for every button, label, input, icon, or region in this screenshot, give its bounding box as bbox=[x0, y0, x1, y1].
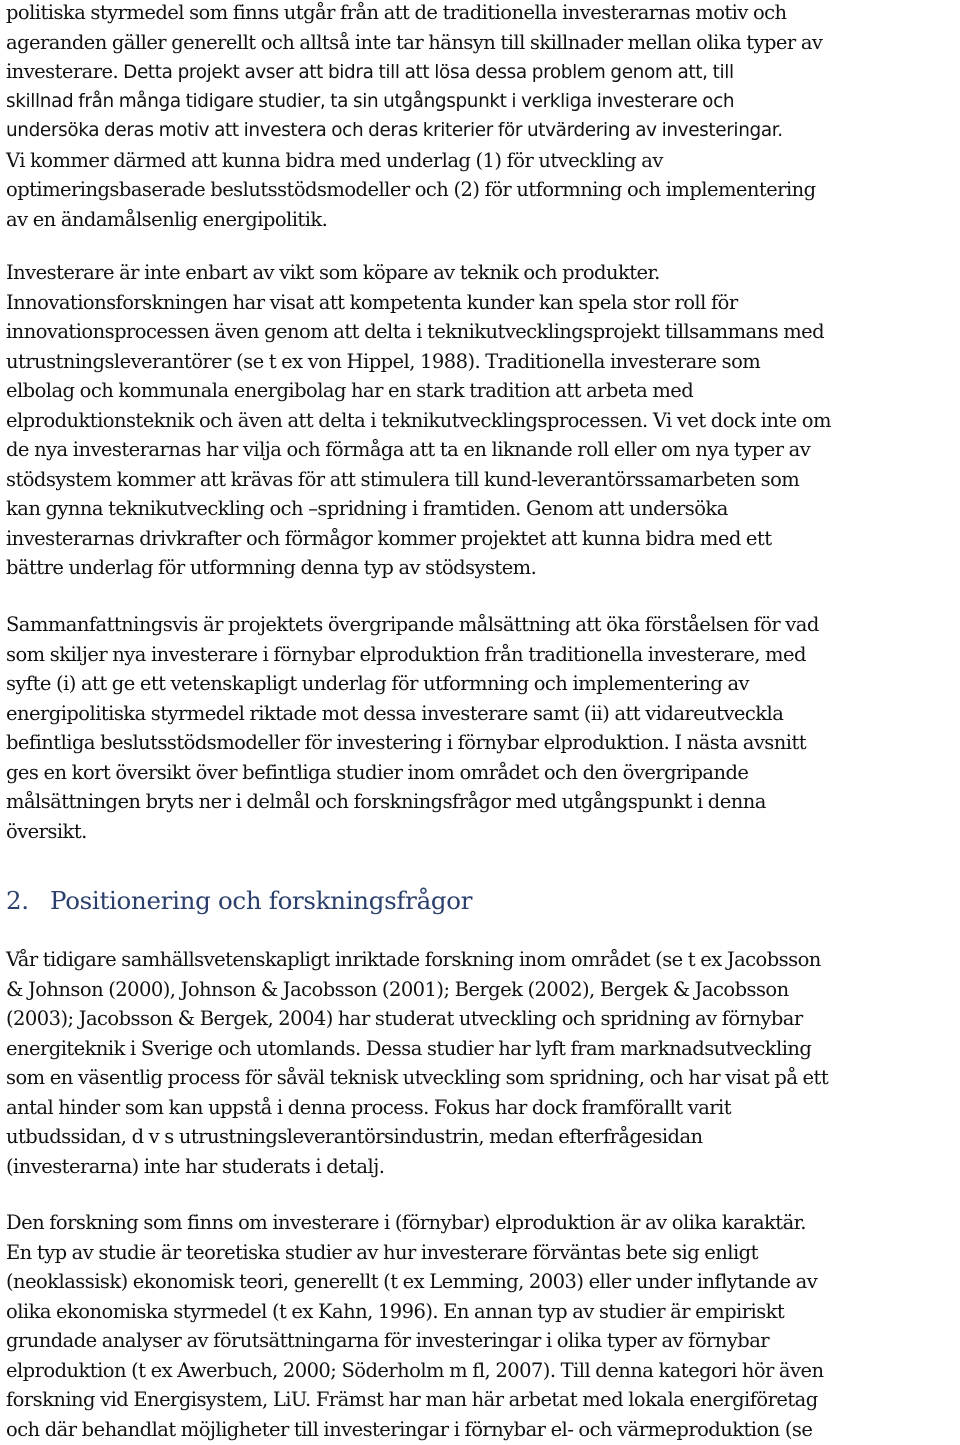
paragraph-investors bbox=[6, 258, 956, 583]
text-line: ageranden gäller generellt och alltså inte tar hänsyn till skillnader mellan olika typer av bbox=[6, 30, 823, 54]
text-line: ges en kort översikt över befintliga studier inom området och den övergripande bbox=[6, 760, 749, 784]
text-line: investerarnas drivkrafter och förmågor kommer projektet att kunna bidra med ett bbox=[6, 526, 772, 550]
text-line: Sammanfattningsvis är projektets övergripande målsättning att öka förståelsen för vad bbox=[6, 613, 819, 636]
text-line: som en väsentlig process för såväl teknisk utveckling som spridning, och har visat på ett bbox=[6, 1066, 829, 1089]
text-line: skillnad från många tidigare studier, ta sin utgångspunkt i verkliga investerare och bbox=[6, 90, 735, 112]
text-line bbox=[6, 57, 956, 87]
text-line: befintliga beslutsstödsmodeller för investering i förnybar elproduktion. I nästa avsnitt bbox=[6, 731, 807, 754]
text-line: (2003); Jacobsson & Bergek, 2004) har studerat utveckling och spridning av förnybar bbox=[6, 1007, 803, 1030]
text-line: kan gynna teknikutveckling och –spridning i framtiden. Genom att undersöka bbox=[6, 497, 728, 520]
text-line: En typ av studie är teoretiska studier av hur investerare förväntas bete sig enligt bbox=[6, 1240, 758, 1264]
text-line: Vår tidigare samhällsvetenskapligt inriktade forskning inom området (se t ex Jacobsson bbox=[6, 948, 821, 971]
text-line: stödsystem kommer att krävas för att stimulera till kund-leverantörssamarbeten som bbox=[6, 467, 800, 491]
text-line: (neoklassisk) ekonomisk teori, generellt (t ex Lemming, 2003) eller under inflytande av bbox=[6, 1270, 818, 1293]
text-line: översikt. bbox=[6, 819, 87, 843]
text-line: forskning vid Energisystem, LiU. Främst har man här arbetat med lokala energiföretag bbox=[6, 1388, 818, 1411]
text-line: (investerarna) inte har studerats i detalj. bbox=[6, 1154, 385, 1178]
text-line: elproduktion (t ex Awerbuch, 2000; Söderholm m fl, 2007). Till denna kategori hör även bbox=[6, 1358, 824, 1382]
text-line: energipolitiska styrmedel riktade mot dessa investerare samt (ii) att vidareutveckla bbox=[6, 701, 784, 725]
text-line: Innovationsforskningen har visat att kompetenta kunder kan spela stor roll för bbox=[6, 290, 738, 314]
text-line: och där behandlat möjligheter till investeringar i förnybar el- och värmeproduktion (se bbox=[6, 1417, 813, 1441]
text-line: av en ändamålsenlig energipolitik. bbox=[6, 207, 328, 231]
text-line: de nya investerarnas har vilja och förmåga att ta en liknande roll eller om nya typer av bbox=[6, 438, 811, 461]
text-line: innovationsprocessen även genom att delta i teknikutvecklingsprojekt tillsammans med bbox=[6, 320, 825, 343]
section-heading bbox=[6, 884, 472, 918]
section-title: Positionering och forskningsfrågor bbox=[50, 886, 473, 915]
text-line: Vi kommer därmed att kunna bidra med underlag (1) för utveckling av bbox=[6, 148, 663, 172]
text-line: optimeringsbaserade beslutsstödsmodeller och (2) för utformning och implementering bbox=[6, 178, 816, 201]
text-line: utrustningsleverantörer (se t ex von Hippel, 1988). Traditionella investerare som bbox=[6, 349, 761, 373]
text-line: målsättningen bryts ner i delmål och forskningsfrågor med utgångspunkt i denna bbox=[6, 790, 766, 813]
text-line: olika ekonomiska styrmedel (t ex Kahn, 1996). En annan typ av studier är empiriskt bbox=[6, 1299, 785, 1323]
paragraph-investor-research bbox=[6, 1208, 956, 1444]
paragraph-summary bbox=[6, 610, 956, 846]
text-line: Den forskning som finns om investerare i (förnybar) elproduktion är av olika karaktär. bbox=[6, 1211, 806, 1234]
text-line: energiteknik i Sverige och utomlands. Dessa studier har lyft fram marknadsutveckling bbox=[6, 1036, 812, 1060]
paragraph-intro bbox=[6, 0, 956, 234]
text-line: antal hinder som kan uppstå i denna process. Fokus har dock framförallt varit bbox=[6, 1095, 732, 1119]
text-line: Investerare är inte enbart av vikt som köpare av teknik och produkter. bbox=[6, 261, 660, 284]
text-line: utbudssidan, d v s utrustningsleverantörsindustrin, medan efterfrågesidan bbox=[6, 1125, 703, 1148]
text-line: elproduktionsteknik och även att delta i teknikutvecklingsprocessen. Vi vet dock inte om bbox=[6, 408, 831, 432]
section-number: 2. bbox=[6, 886, 29, 915]
paragraph-previous-research bbox=[6, 945, 956, 1181]
text-line: & Johnson (2000), Johnson & Jacobsson (2001); Bergek (2002), Bergek & Jacobsson bbox=[6, 977, 789, 1001]
text-line: elbolag och kommunala energibolag har en stark tradition att arbeta med bbox=[6, 379, 694, 402]
text-fragment: investerare. bbox=[6, 60, 119, 83]
text-line: bättre underlag för utformning denna typ av stödsystem. bbox=[6, 556, 537, 579]
text-line: undersöka deras motiv att investera och deras kriterier för utvärdering av investeringar. bbox=[6, 120, 783, 141]
text-line: politiska styrmedel som finns utgår från att de traditionella investerarnas motiv och bbox=[6, 1, 787, 24]
text-line: grundade analyser av förutsättningarna för investeringar i olika typer av förnybar bbox=[6, 1329, 770, 1352]
text-line: syfte (i) att ge ett vetenskapligt underlag för utformning och implementering av bbox=[6, 672, 750, 695]
text-fragment-sans: Detta projekt avser att bidra till att lösa dessa problem genom att, till bbox=[118, 62, 734, 83]
text-line: som skiljer nya investerare i förnybar elproduktion från traditionella investerare, med bbox=[6, 642, 806, 666]
